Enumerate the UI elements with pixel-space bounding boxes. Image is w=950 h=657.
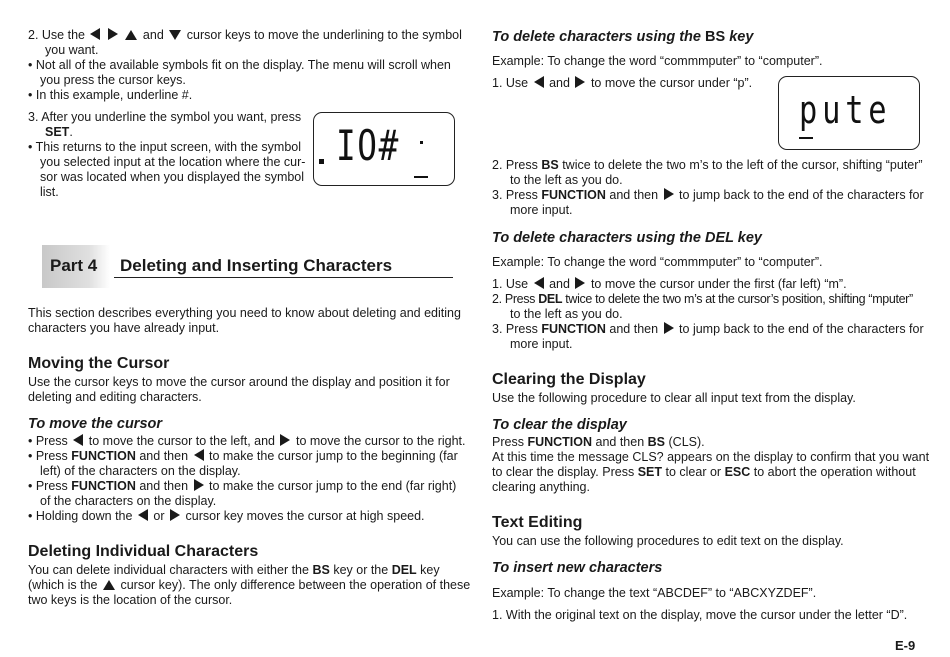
deleting-line-3: two keys is the location of the cursor. bbox=[28, 593, 233, 607]
bullet-scroll: • Not all of the available symbols fit on the display. The menu will scroll when bbox=[28, 58, 451, 72]
left-arrow-icon bbox=[534, 277, 544, 289]
subheading-insert-characters: To insert new characters bbox=[492, 560, 663, 576]
right-arrow-icon bbox=[280, 434, 290, 446]
bullet-scroll-cont: you press the cursor keys. bbox=[40, 73, 186, 87]
lcd-dot bbox=[420, 141, 423, 144]
clear-line-1: Press FUNCTION and then BS (CLS). bbox=[492, 435, 705, 449]
page-number: E-9 bbox=[895, 638, 916, 653]
down-arrow-icon bbox=[169, 30, 181, 40]
step-2-cont: you want. bbox=[45, 43, 99, 57]
moving-line-2: deleting and editing characters. bbox=[28, 390, 202, 404]
lcd-text: pute bbox=[799, 88, 892, 132]
clearing-line-1: Use the following procedure to clear all input text from the display. bbox=[492, 391, 856, 405]
heading-deleting-individual: Deleting Individual Characters bbox=[28, 543, 259, 560]
del-example: Example: To change the word “commmputer” to “computer”. bbox=[492, 255, 823, 269]
clear-line-2: At this time the message CLS? appears on the display to confirm that you want bbox=[492, 450, 930, 464]
subheading-clear-display: To clear the display bbox=[492, 417, 627, 433]
deleting-line-1: You can delete individual characters with either the BS key or the DEL key bbox=[28, 563, 440, 577]
bullet-high-speed: • Holding down the or cursor key moves the cursor at high speed. bbox=[28, 509, 425, 523]
bullet-jump-begin-cont: left) of the characters on the display. bbox=[40, 464, 241, 478]
up-arrow-icon bbox=[103, 580, 115, 590]
del-step-3-cont: more input. bbox=[510, 337, 573, 351]
bs-step-3-cont: more input. bbox=[510, 203, 573, 217]
step-2-line: 2. Use the and cursor keys to move the underlining to the symbol bbox=[28, 28, 462, 42]
heading-moving-cursor: Moving the Cursor bbox=[28, 355, 170, 372]
bullet-jump-end-cont: of the characters on the display. bbox=[40, 494, 217, 508]
del-step-2: 2. Press DEL twice to delete the two m’s at the cursor’s position, shifting “mputer” bbox=[492, 292, 913, 306]
right-arrow-icon bbox=[575, 277, 585, 289]
bs-step-2-cont: to the left as you do. bbox=[510, 173, 623, 187]
subheading-bs-key: To delete characters using the BS key bbox=[492, 29, 754, 45]
bullet-left-right: • Press to move the cursor to the left, and to move the cursor to the right. bbox=[28, 434, 466, 448]
step-3-cont: SET. bbox=[45, 125, 73, 139]
lcd-cursor bbox=[414, 176, 428, 178]
del-step-1: 1. Use and to move the cursor under the first (far left) “m”. bbox=[492, 277, 847, 291]
clear-line-4: clearing anything. bbox=[492, 480, 590, 494]
part-title: Deleting and Inserting Characters bbox=[120, 256, 393, 275]
right-arrow-icon bbox=[575, 76, 585, 88]
lcd-text: IO# bbox=[336, 121, 400, 170]
lcd-display-symbol bbox=[313, 112, 455, 186]
bullet-jump-end: • Press FUNCTION and then to make the cursor jump to the end (far right) bbox=[28, 479, 457, 493]
right-arrow-icon bbox=[194, 479, 204, 491]
subheading-del-key: To delete characters using the DEL key bbox=[492, 230, 762, 246]
lcd-cursor bbox=[799, 137, 813, 139]
insert-step-1: 1. With the original text on the display, move the cursor under the letter “D”. bbox=[492, 608, 908, 622]
subheading-move-cursor: To move the cursor bbox=[28, 416, 163, 432]
right-arrow-icon bbox=[170, 509, 180, 521]
lcd-display-pute bbox=[778, 76, 920, 150]
bs-example: Example: To change the word “commmputer” to “computer”. bbox=[492, 54, 823, 68]
left-arrow-icon bbox=[534, 76, 544, 88]
right-arrow-icon bbox=[664, 188, 674, 200]
del-step-2-cont: to the left as you do. bbox=[510, 307, 623, 321]
cursor-dot-left bbox=[319, 159, 324, 164]
bullet-returns: • This returns to the input screen, with the symbol bbox=[28, 140, 302, 154]
heading-clearing-display: Clearing the Display bbox=[492, 371, 646, 388]
step-3-line: 3. After you underline the symbol you want, press bbox=[28, 110, 302, 124]
left-arrow-icon bbox=[194, 449, 204, 461]
bullet-returns-cont3: list. bbox=[40, 185, 59, 199]
left-arrow-icon bbox=[73, 434, 83, 446]
editing-line-1: You can use the following procedures to edit text on the display. bbox=[492, 534, 844, 548]
left-arrow-icon bbox=[138, 509, 148, 521]
insert-example: Example: To change the text “ABCDEF” to “ABCXYZDEF”. bbox=[492, 586, 817, 600]
bullet-returns-cont1: you selected input at the location where the cur- bbox=[40, 155, 306, 169]
bullet-example: • In this example, underline #. bbox=[28, 88, 193, 102]
left-arrow-icon bbox=[90, 28, 100, 40]
clear-line-3: to clear the display. Press SET to clear or ESC to abort the operation without bbox=[492, 465, 916, 479]
intro-line-2: characters you have already input. bbox=[28, 321, 220, 335]
intro-line-1: This section describes everything you need to know about deleting and editing bbox=[28, 306, 461, 320]
right-arrow-icon bbox=[664, 322, 674, 334]
heading-text-editing: Text Editing bbox=[492, 514, 583, 531]
part-title-rule bbox=[114, 277, 453, 278]
part-label: Part 4 bbox=[50, 256, 98, 275]
bullet-returns-cont2: sor was located when you displayed the symbol bbox=[40, 170, 305, 184]
del-step-3: 3. Press FUNCTION and then to jump back to the end of the characters for bbox=[492, 322, 924, 336]
up-arrow-icon bbox=[125, 30, 137, 40]
bs-step-3: 3. Press FUNCTION and then to jump back to the end of the characters for bbox=[492, 188, 924, 202]
bs-step-2: 2. Press BS twice to delete the two m’s to the left of the cursor, shifting “puter” bbox=[492, 158, 923, 172]
right-arrow-icon bbox=[108, 28, 118, 40]
bullet-jump-begin: • Press FUNCTION and then to make the cursor jump to the beginning (far bbox=[28, 449, 458, 463]
bs-step-1: 1. Use and to move the cursor under “p”. bbox=[492, 76, 753, 90]
deleting-line-2: (which is the cursor key). The only difference between the operation of these bbox=[28, 578, 471, 592]
moving-line-1: Use the cursor keys to move the cursor around the display and position it for bbox=[28, 375, 450, 389]
